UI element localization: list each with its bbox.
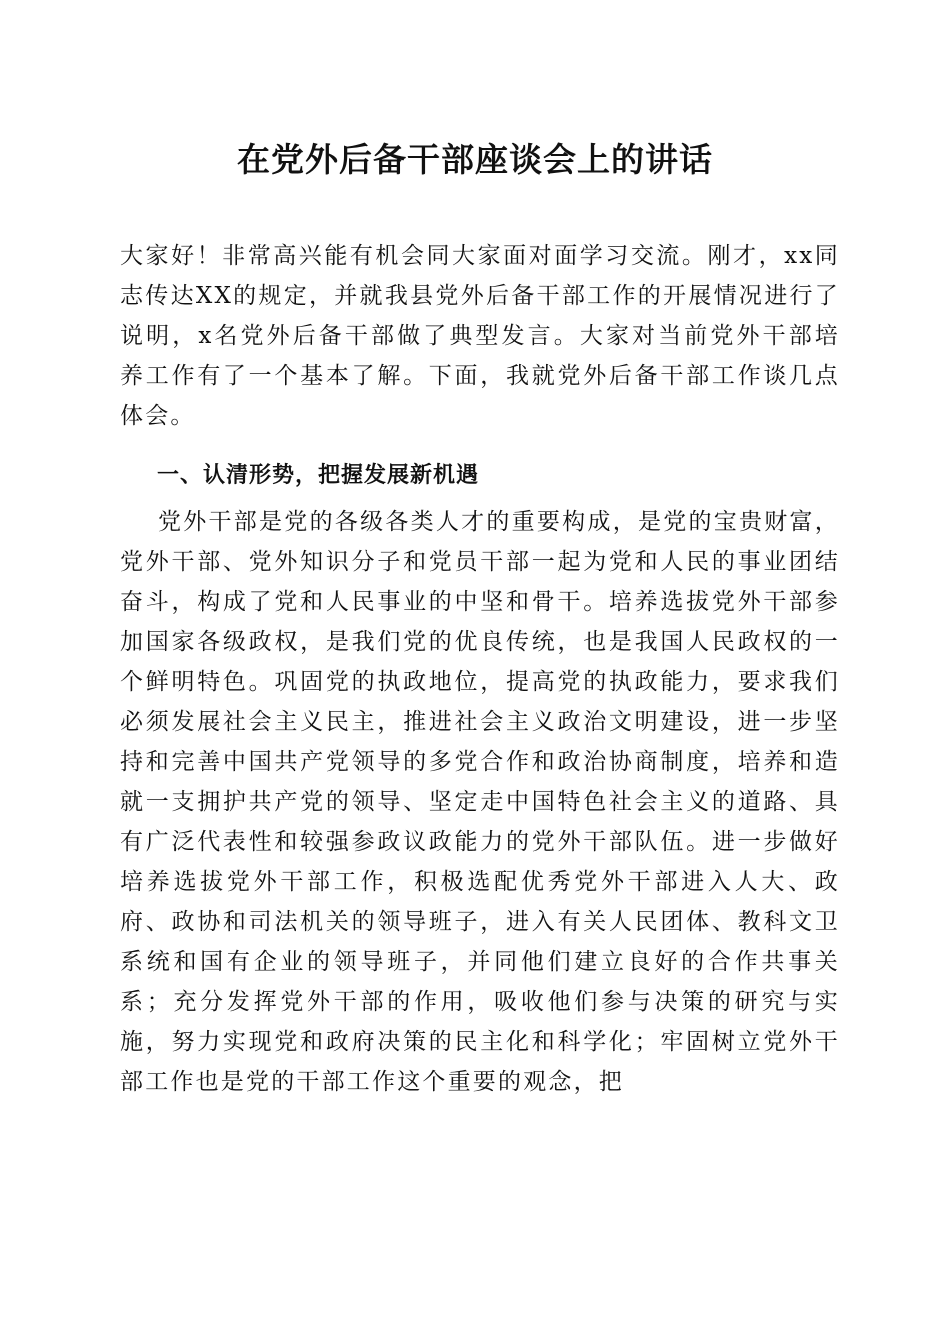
intro-paragraph: 大家好！非常高兴能有机会同大家面对面学习交流。刚才，xx同志传达XX的规定，并就我县党外后备干部工作的开展情况进行了说明，x名党外后备干部做了典型发言。大家对当前党外干部培养工作有了一个基本了解。下面，我就党外后备干部工作谈几点体会。	[120, 243, 840, 429]
section-heading: 一、认清形势，把握发展新机遇	[157, 463, 480, 488]
section-paragraph: 党外干部是党的各级各类人才的重要构成，是党的宝贵财富，党外干部、党外知识分子和党员干部一起为党和人民的事业团结奋斗，构成了党和人民事业的中坚和骨干。培养选拔党外干部参加国家各级政权，是我们党的优良传统，也是我国人民政权的一个鲜明特色。巩固党的执政地位，提高党的执政能力，要求我们必须发展社会主义民主，推进社会主义政治文明建设，进一步坚持和完善中国共产党领导的多党合作和政治协商制度，培养和造就一支拥护共产党的领导、坚定走中国特色社会主义的道路、具有广泛代表性和较强参政议政能力的党外干部队伍。进一步做好培养选拔党外干部工作，积极选配优秀党外干部进入人大、政府、政协和司法机关的领导班子，进入有关人民团体、教科文卫系统和国有企业的领导班子，并同他们建立良好的合作共事关系；充分发挥党外干部的作用，吸收他们参与决策的研究与实施，努力实现党和政府决策的民主化和科学化；牢固树立党外干部工作也是党的干部工作这个重要的观念，把	[120, 509, 840, 1095]
document-title: 在党外后备干部座谈会上的讲话	[237, 140, 713, 179]
